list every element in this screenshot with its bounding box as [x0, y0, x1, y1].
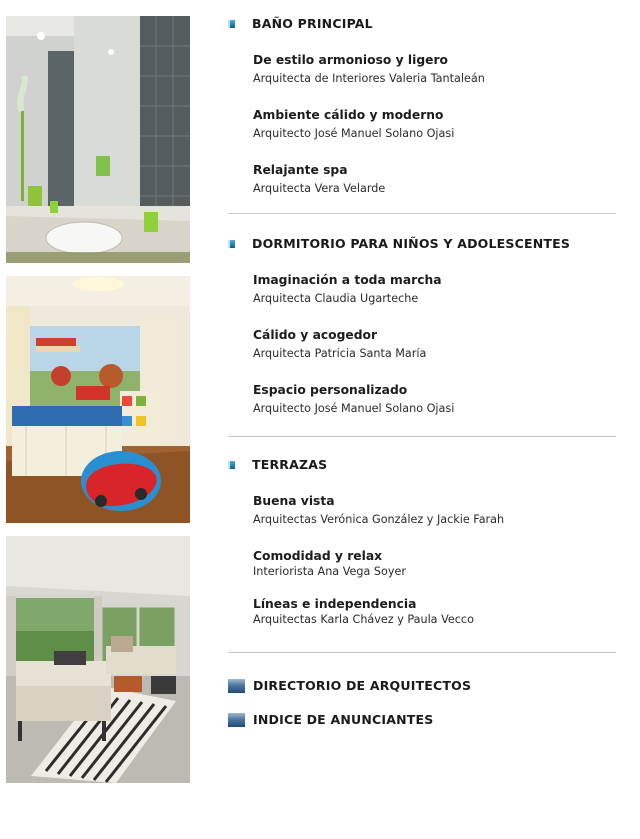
entry-title: Comodidad y relax: [253, 549, 383, 563]
directory-title: DIRECTORIO DE ARQUITECTOS: [253, 678, 472, 693]
bar-icon: [228, 679, 245, 693]
entry-item[interactable]: [253, 494, 504, 527]
divider: [228, 436, 616, 437]
entry-title: Cálido y acogedor: [253, 328, 378, 342]
entry-item[interactable]: [253, 108, 454, 141]
entry-author: Arquitecta Patricia Santa María: [253, 347, 427, 360]
entry-author: Arquitecto José Manuel Solano Ojasi: [253, 402, 455, 415]
advertisers-heading[interactable]: [228, 712, 433, 727]
entry-item[interactable]: [253, 549, 406, 579]
entry-author: Arquitecto José Manuel Solano Ojasi: [253, 127, 455, 140]
entry-title: De estilo armonioso y ligero: [253, 53, 448, 67]
entry-item[interactable]: [253, 273, 442, 306]
section-heading-bano: [228, 16, 373, 31]
section-title: BAÑO PRINCIPAL: [252, 16, 373, 31]
section-title: TERRAZAS: [252, 457, 328, 472]
entry-author: Arquitecta Vera Velarde: [253, 182, 386, 195]
section-heading-terrazas: [228, 457, 327, 472]
terrace-photo: [6, 536, 190, 783]
entry-author: Arquitecta Claudia Ugarteche: [253, 292, 419, 305]
entry-item[interactable]: [253, 383, 454, 416]
entry-title: Ambiente cálido y moderno: [253, 108, 444, 122]
entry-author: Arquitectas Karla Chávez y Paula Vecco: [253, 613, 474, 626]
divider: [228, 652, 616, 653]
entry-item[interactable]: [253, 597, 474, 627]
entry-author: Interiorista Ana Vega Soyer: [253, 565, 406, 578]
kids-bedroom-photo: [6, 276, 190, 523]
bar-icon: [228, 713, 245, 727]
bathroom-photo: [6, 16, 190, 263]
entry-item[interactable]: [253, 53, 485, 86]
entry-title: Espacio personalizado: [253, 383, 408, 397]
divider: [228, 213, 616, 214]
bullet-icon: [228, 20, 235, 28]
entry-title: Imaginación a toda marcha: [253, 273, 442, 287]
bullet-icon: [228, 240, 235, 248]
entry-title: Relajante spa: [253, 163, 348, 177]
entry-item[interactable]: [253, 163, 385, 196]
entry-author: Arquitectas Verónica González y Jackie Farah: [253, 513, 505, 526]
section-title: DORMITORIO PARA NIÑOS Y ADOLESCENTES: [252, 236, 571, 251]
bullet-icon: [228, 461, 235, 469]
entry-author: Arquitecta de Interiores Valeria Tantaleán: [253, 72, 485, 85]
entry-title: Buena vista: [253, 494, 335, 508]
entry-title: Líneas e independencia: [253, 597, 417, 611]
advertisers-title: INDICE DE ANUNCIANTES: [253, 712, 434, 727]
section-heading-dormitorio: [228, 236, 570, 251]
entry-item[interactable]: [253, 328, 426, 361]
directory-heading[interactable]: [228, 678, 471, 693]
